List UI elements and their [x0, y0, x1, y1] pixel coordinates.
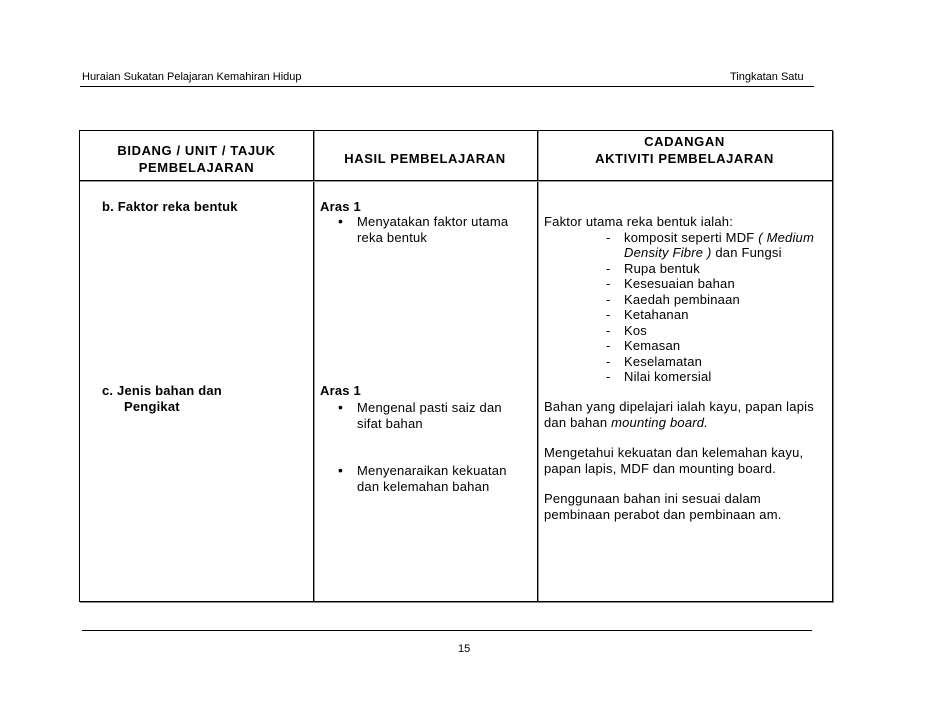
activity-b-item1: [624, 230, 814, 246]
col-header-activities-line2: AKTIVITI PEMBELAJARAN: [595, 151, 774, 166]
column-divider: [313, 131, 314, 601]
col-header-topic-line1: BIDANG / UNIT / TAJUK: [117, 143, 276, 158]
activity-b-item1-cont: [624, 245, 782, 261]
activity-c-p1-line2: [544, 415, 708, 431]
activity-b-item: Kesesuaian bahan: [624, 276, 735, 291]
col-header-topic: [80, 142, 313, 176]
dash-marker: -: [606, 260, 611, 276]
outcome-b-line1: Menyatakan faktor utama: [357, 214, 509, 229]
topic-c-line1: c. Jenis bahan dan: [102, 383, 222, 398]
dash-marker: -: [606, 307, 611, 322]
item1-cont-text: dan Fungsi: [711, 245, 782, 260]
p1-line2-text: dan bahan: [544, 415, 612, 430]
activity-b-intro: Faktor utama reka bentuk ialah:: [544, 214, 734, 229]
col-header-outcomes: HASIL PEMBELAJARAN: [344, 151, 506, 166]
col-header-activities-line1: CADANGAN: [644, 134, 725, 149]
col-header-activities: [537, 133, 832, 167]
running-header-title: Huraian Sukatan Pelajaran Kemahiran Hidup: [82, 71, 302, 83]
activity-b-item: Kos: [624, 322, 648, 338]
outcome-c2-line1: Menyenaraikan kekuatan: [357, 463, 507, 478]
dash-marker: -: [606, 229, 611, 245]
bullet-icon: •: [338, 213, 343, 229]
level-label-c: Aras 1: [320, 383, 361, 398]
p1-line2-italic: mounting board.: [611, 415, 709, 430]
dash-marker: -: [606, 369, 611, 384]
header-rule: [80, 86, 814, 87]
topic-b: b. Faktor reka bentuk: [102, 199, 238, 214]
page-number: 15: [458, 643, 471, 655]
syllabus-table: [79, 130, 833, 602]
topic-c-line2: Pengikat: [124, 398, 180, 414]
outcome-b-line2: reka bentuk: [357, 229, 428, 245]
activity-c-p2-line1: Mengetahui kekuatan dan kelemahan kayu,: [544, 445, 804, 460]
outcome-c1-line2: sifat bahan: [357, 416, 423, 431]
dash-marker: -: [606, 291, 611, 307]
footer-rule: [82, 630, 812, 631]
col-header-topic-line2: PEMBELAJARAN: [138, 160, 255, 175]
activity-c-p2-line2: papan lapis, MDF dan mounting board.: [544, 461, 776, 476]
bullet-icon: •: [338, 399, 343, 415]
activity-c-p3-line1: Penggunaan bahan ini sesuai dalam: [544, 491, 761, 506]
activity-c-p3-line2: pembinaan perabot dan pembinaan am.: [544, 507, 782, 522]
activity-b-item: Keselamatan: [624, 353, 703, 369]
activity-b-item: Rupa bentuk: [624, 260, 700, 276]
activity-b-item: Kaedah pembinaan: [624, 291, 740, 307]
dash-marker: -: [606, 338, 611, 353]
activity-b-item: Ketahanan: [624, 307, 689, 322]
dash-marker: -: [606, 353, 611, 369]
outcome-c2-line2: dan kelemahan bahan: [357, 479, 490, 494]
column-divider: [537, 131, 538, 601]
item1-italic: ( Medium: [758, 229, 815, 245]
activity-b-item: Nilai komersial: [624, 369, 712, 384]
activity-c-p1-line1: Bahan yang dipelajari ialah kayu, papan lapis: [544, 399, 814, 414]
activity-b-item: Kemasan: [624, 338, 681, 353]
dash-marker: -: [606, 322, 611, 338]
item1-cont-italic: Density Fibre ): [624, 245, 712, 260]
level-label-b: Aras 1: [320, 199, 361, 214]
header-row-divider: [80, 180, 832, 181]
bullet-icon: •: [338, 462, 343, 478]
running-header-form: Tingkatan Satu: [730, 71, 804, 83]
item1-text: komposit seperti MDF: [624, 229, 755, 245]
dash-marker: -: [606, 276, 611, 291]
outcome-c1-line1: Mengenal pasti saiz dan: [357, 400, 502, 415]
